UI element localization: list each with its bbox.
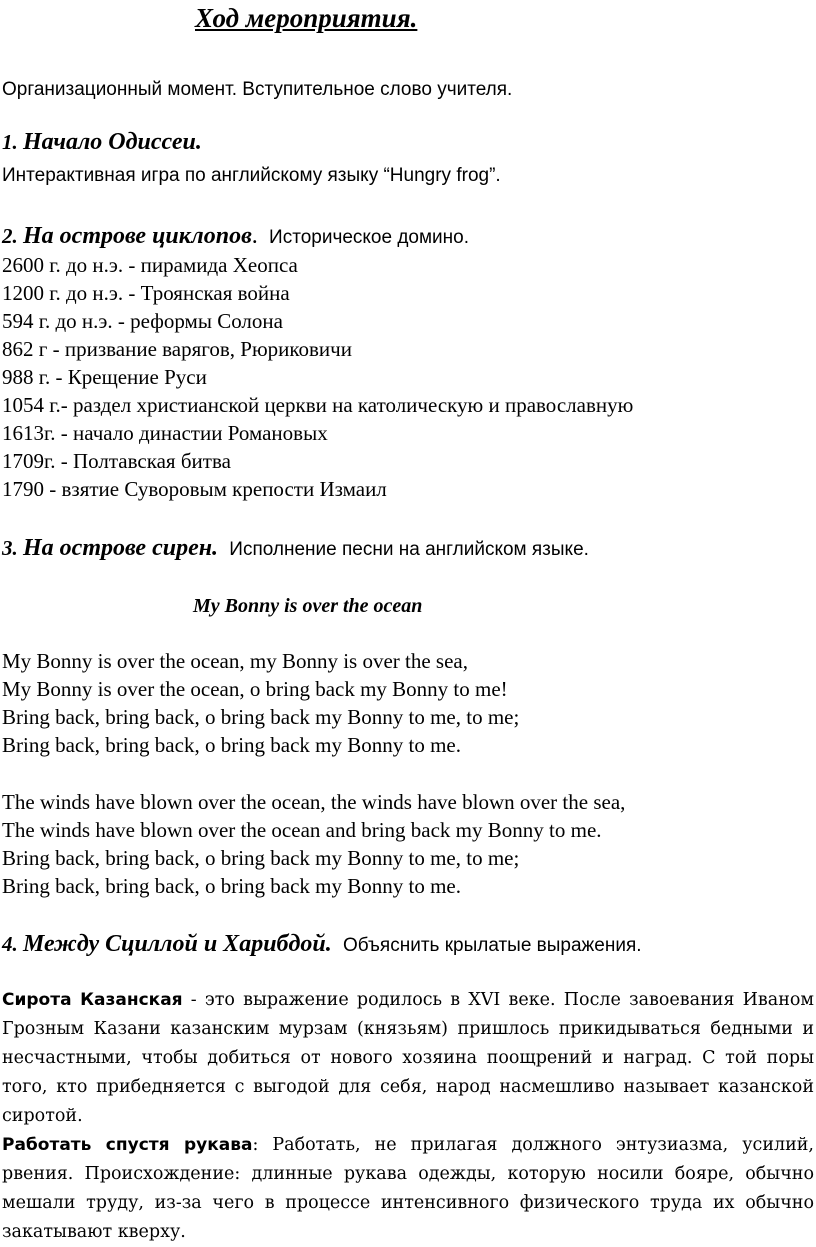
song-line: My Bonny is over the ocean, o bring back my Bonny to me! xyxy=(2,677,508,701)
date-item: 1613г. - начало династии Романовых xyxy=(2,421,328,445)
song-line: The winds have blown over the ocean, the winds have blown over the sea, xyxy=(2,790,626,814)
song-line: Bring back, bring back, o bring back my Bonny to me. xyxy=(2,874,461,898)
song-line: Bring back, bring back, o bring back my Bonny to me, to me; xyxy=(2,705,520,729)
expression-paragraph xyxy=(2,986,814,1131)
section-4-heading xyxy=(2,930,642,960)
section-title-tail: . xyxy=(251,223,258,249)
section-title: Начало Одиссеи. xyxy=(23,129,202,155)
expression-text: Работать, не прилагая должного энтузиазма, усилий, рвения. Происхождение: длинные рукава одежды, которую носили бояре, обычно мешали труду, из-за чего в процессе интенсивного физического труда их обычно закатывают кверху. xyxy=(2,1135,814,1242)
date-item: 862 г - призвание варягов, Рюриковичи xyxy=(2,337,352,361)
expression-term: Сирота Казанская xyxy=(2,990,183,1010)
date-item: 1054 г.- раздел христианской церкви на католическую и православную xyxy=(2,393,634,417)
song-title: My Bonny is over the ocean xyxy=(193,595,423,617)
section-1-heading xyxy=(2,128,202,156)
date-item: 1790 - взятие Суворовым крепости Измаил xyxy=(2,477,387,501)
expression-separator: - xyxy=(182,990,205,1010)
intro-text: Организационный момент. Вступительное слово учителя. xyxy=(2,79,513,100)
song-line: Bring back, bring back, o bring back my Bonny to me. xyxy=(2,733,461,757)
section-desc: Историческое домино. xyxy=(269,227,470,248)
section-title: Между Сциллой и Харибдой. xyxy=(23,931,332,957)
song-line: Bring back, bring back, o bring back my Bonny to me, to me; xyxy=(2,846,520,870)
date-item: 1200 г. до н.э. - Троянская война xyxy=(2,281,290,305)
song-line: The winds have blown over the ocean and bring back my Bonny to me. xyxy=(2,818,602,842)
section-1-desc: Интерактивная игра по английскому языку “Hungry frog”. xyxy=(2,165,501,186)
section-number: 4. xyxy=(2,932,18,956)
expression-term: Работать спустя рукава xyxy=(2,1135,253,1155)
section-number: 3. xyxy=(2,536,18,560)
document-title: Ход мероприятия. xyxy=(195,3,418,33)
date-item: 594 г. до н.э. - реформы Солона xyxy=(2,309,283,333)
date-item: 1709г. - Полтавская битва xyxy=(2,449,231,473)
section-3-heading xyxy=(2,534,589,564)
expression-text: это выражение родилось в XVI веке. После завоевания Иваном Грозным Казани казанским мурзам (князьям) пришлось прикидываться бедными и несчастными, чтобы добиться от нового хозяина поощрений и наград. С той поры того, кто прибедняется с выгодой для себя, народ насмешливо называет казанской сиротой. xyxy=(2,990,815,1126)
date-item: 988 г. - Крещение Руси xyxy=(2,365,207,389)
date-item: 2600 г. до н.э. - пирамида Хеопса xyxy=(2,253,298,277)
section-desc: Исполнение песни на английском языке. xyxy=(229,539,589,560)
expression-paragraph xyxy=(2,1131,814,1247)
section-number: 2. xyxy=(2,224,18,248)
section-number: 1. xyxy=(2,130,18,154)
song-line: My Bonny is over the ocean, my Bonny is over the sea, xyxy=(2,649,468,673)
section-desc: Объяснить крылатые выражения. xyxy=(343,935,642,956)
expression-separator: : xyxy=(252,1135,273,1155)
section-2-heading xyxy=(2,222,469,252)
section-title: На острове циклопов xyxy=(23,223,252,249)
section-title: На острове сирен. xyxy=(23,535,219,561)
